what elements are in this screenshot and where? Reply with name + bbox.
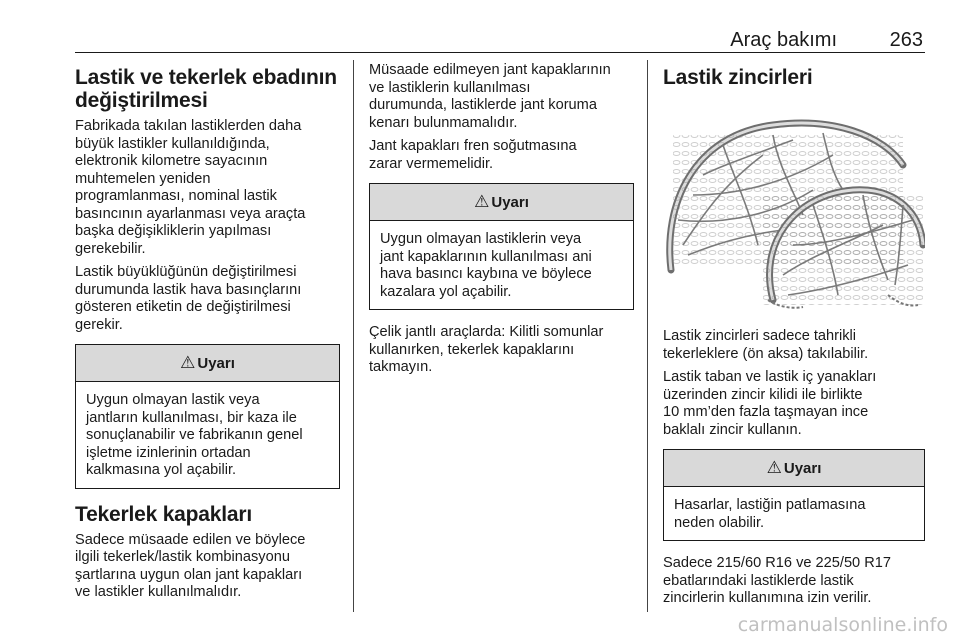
column-2 <box>369 62 634 383</box>
paragraph: Lastik taban ve lastik iç yanakları üzerinden zincir kilidi ile birlikte 10 mm’den fazla taşmayan ince baklalı zincir kullanın. <box>663 369 877 438</box>
warning-header <box>76 345 339 382</box>
warning-header <box>370 184 633 221</box>
paragraph: Müsaade edilmeyen jant kapaklarının ve lastiklerin kullanılması durumunda, lastiklerde jant koruma kenarı bulunmamalıdır. <box>369 62 611 131</box>
warning-box <box>75 344 340 489</box>
warning-header <box>664 450 924 487</box>
paragraph: Sadece 215/60 R16 ve 225/50 R17 ebatlarındaki lastiklerde lastik zincirlerin kullanımına izin verilir. <box>663 555 891 606</box>
column-divider <box>353 60 354 612</box>
snow-chains-illustration <box>663 95 925 315</box>
paragraph: Sadece müsaade edilen ve böylece ilgili tekerlek/lastik kombinasyonu şartlarına uygun olan jant kapakları ve lastikler kullanılmalıdır. <box>75 531 306 600</box>
warning-text: Uygun olmayan lastik veya jantların kullanılması, bir kaza ile sonuçlanabilir ve fabrikanın genel işletme izinlerinin ortadan kalkmasına yol açabilir. <box>86 392 303 478</box>
warning-box <box>663 449 925 541</box>
page-header <box>75 26 925 53</box>
warning-text: Hasarlar, lastiğin patlamasına neden olabilir. <box>674 497 866 531</box>
warning-title: Uyarı <box>783 459 822 477</box>
paragraph: Çelik jantlı araçlarda: Kilitli somunlar kullanırken, tekerlek kapaklarını takmayın. <box>369 324 604 375</box>
warning-triangle-icon: ⚠ <box>766 458 782 477</box>
paragraph: Fabrikada takılan lastiklerden daha büyük lastikler kullanıldığında, elektronik kilometre sayacının muhtemelen yeniden programlanması, nominal lastik basıncının ayarlanması veya araçta başka değişikliklerin yapılması gerekebilir. <box>75 118 306 257</box>
warning-triangle-icon: ⚠ <box>180 353 196 372</box>
page-number: 263 <box>889 29 923 51</box>
warning-title: Uyarı <box>197 354 235 372</box>
warning-text: Uygun olmayan lastiklerin veya jant kapaklarının kullanılması ani hava basıncı kaybına ve böylece kazalara yol açabilir. <box>380 231 592 300</box>
warning-title: Uyarı <box>491 193 529 211</box>
heading-wheel-covers: Tekerlek kapakları <box>75 502 252 526</box>
paragraph: Jant kapakları fren soğutmasına zarar vermemelidir. <box>369 138 577 172</box>
paragraph: Lastik zincirleri sadece tahrikli tekerleklere (ön aksa) takılabilir. <box>663 328 869 362</box>
heading-snow-chains: Lastik zincirleri <box>663 66 813 89</box>
warning-triangle-icon: ⚠ <box>474 192 490 211</box>
heading-tire-size-change: Lastik ve tekerlek ebadının değiştirilmesi <box>75 66 337 112</box>
column-divider <box>647 60 648 612</box>
warning-box <box>369 183 634 310</box>
column-1 <box>75 62 340 608</box>
watermark: carmanualsonline.info <box>737 614 948 636</box>
section-title: Araç bakımı <box>730 29 837 51</box>
column-3 <box>663 62 925 614</box>
paragraph: Lastik büyüklüğünün değiştirilmesi durumunda lastik hava basınçlarını gösteren etiketin de değiştirilmesi gerekir. <box>75 264 302 333</box>
